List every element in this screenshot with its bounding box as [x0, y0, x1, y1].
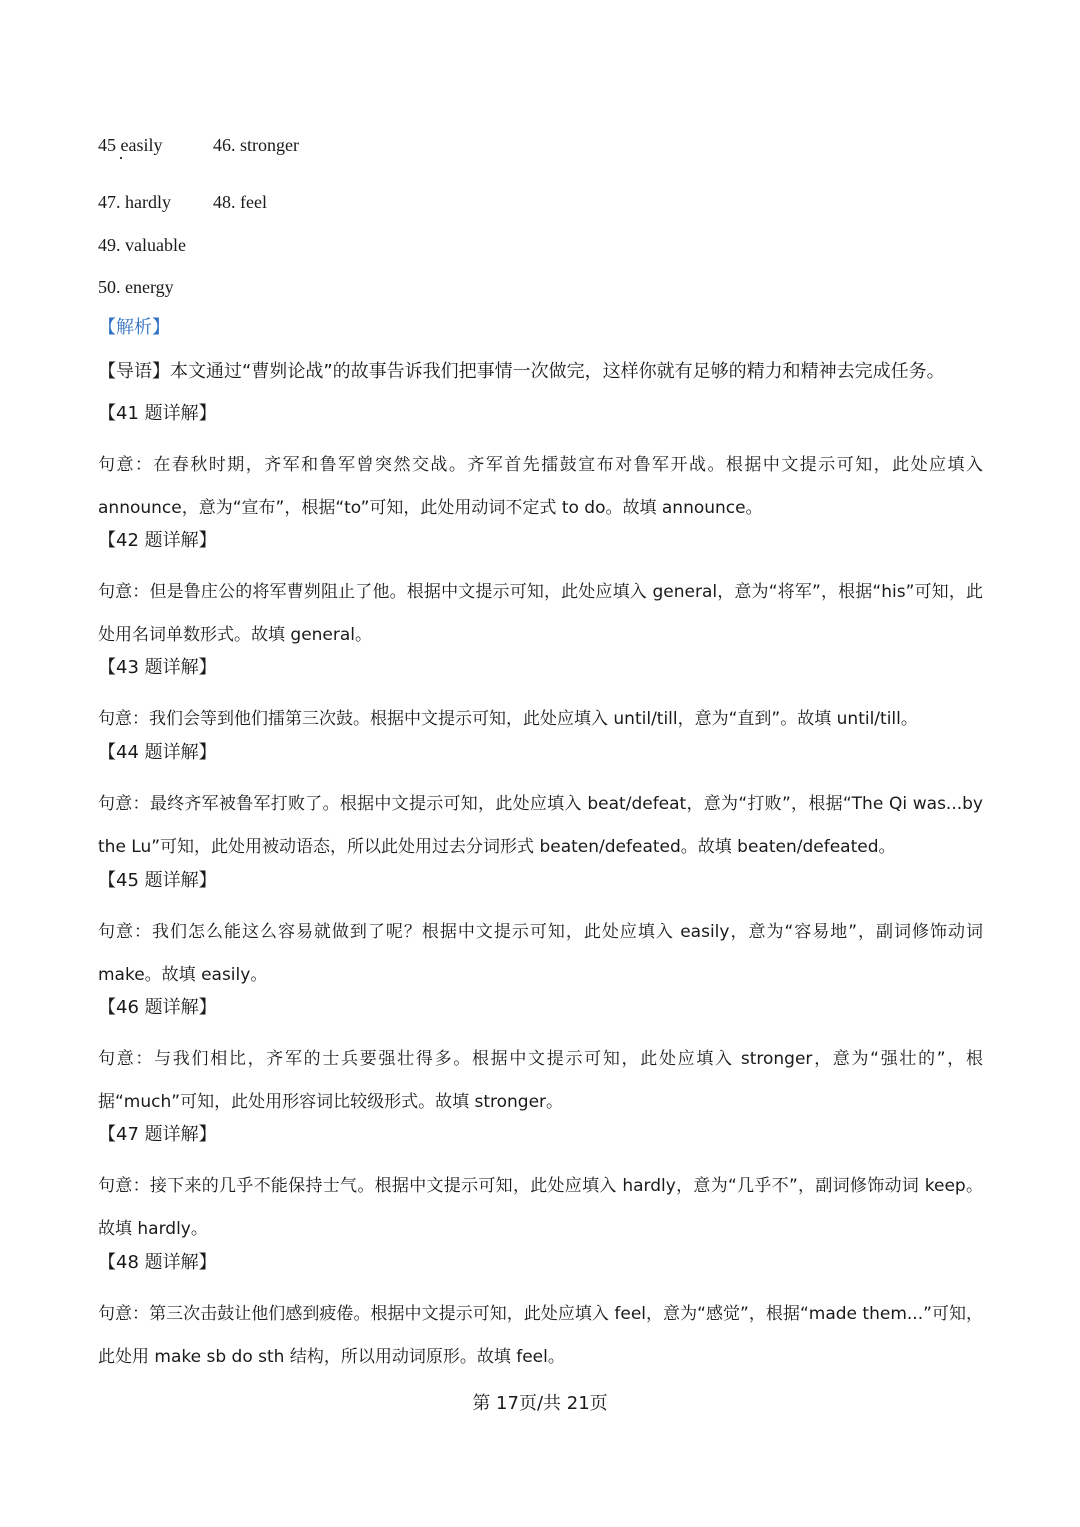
- answer-row-3: [98, 233, 186, 257]
- intro-paragraph: 【导语】本文通过“曹刿论战”的故事告诉我们把事情一次做完，这样你就有足够的精力和精神去完成任务。: [98, 361, 945, 382]
- section-body: 句意：我们会等到他们擂第三次鼓。根据中文提示可知，此处应填入 until/till，意为“直到”。故填 until/till。: [98, 709, 918, 729]
- section-47: [98, 1123, 983, 1250]
- section-44: [98, 741, 983, 868]
- answer-row-2: [98, 190, 267, 214]
- section-body: 句意：但是鲁庄公的将军曹刿阻止了他。根据中文提示可知，此处应填入 general，意为“将军”，根据“his”可知，此处用名词单数形式。故填 general。: [98, 582, 983, 645]
- answer-row-4: [98, 275, 174, 299]
- page-number-footer: 第 17页/共 21页: [472, 1393, 608, 1414]
- answer-47: 47. hardly: [98, 192, 171, 212]
- section-heading: 【47 题详解】: [98, 1124, 217, 1145]
- section-body: 句意：接下来的几乎不能保持士气。根据中文提示可知，此处应填入 hardly，意为“几乎不”，副词修饰动词 keep。故填 hardly。: [98, 1176, 983, 1239]
- answer-45: 45 easily: [98, 135, 163, 155]
- section-heading: 【44 题详解】: [98, 742, 217, 763]
- section-48: [98, 1251, 983, 1378]
- section-body: 句意：在春秋时期，齐军和鲁军曾突然交战。齐军首先擂鼓宣布对鲁军开战。根据中文提示可知，此处应填入 announce，意为“宣布”，根据“to”可知，此处用动词不定式 to do。故填 announce。: [98, 455, 983, 518]
- section-heading: 【41 题详解】: [98, 403, 217, 424]
- section-body: 句意：最终齐军被鲁军打败了。根据中文提示可知，此处应填入 beat/defeat，意为“打败”，根据“The Qi was...by the Lu”可知，此处用被动语态，所以此处用过去分词形式 beaten/defeated。故填 beaten/defeated。: [98, 794, 983, 857]
- section-body: 句意：与我们相比，齐军的士兵要强壮得多。根据中文提示可知，此处应填入 stronger，意为“强壮的”，根据“much”可知，此处用形容词比较级形式。故填 stronger。: [98, 1049, 983, 1112]
- section-42: [98, 529, 983, 656]
- section-heading: 【48 题详解】: [98, 1252, 217, 1273]
- section-body: 句意：第三次击鼓让他们感到疲倦。根据中文提示可知，此处应填入 feel，意为“感觉”，根据“made them...”可知，此处用 make sb do sth 结构，所以用动词原形。故填 feel。: [98, 1304, 983, 1367]
- section-heading: 【43 题详解】: [98, 657, 217, 678]
- section-41: [98, 402, 983, 529]
- section-body: 句意：我们怎么能这么容易就做到了呢？根据中文提示可知，此处应填入 easily，意为“容易地”，副词修饰动词 make。故填 easily。: [98, 922, 983, 985]
- stray-dot: [120, 157, 122, 159]
- section-heading: 【46 题详解】: [98, 997, 217, 1018]
- section-heading: 【45 题详解】: [98, 870, 217, 891]
- answer-50: 50. energy: [98, 277, 174, 297]
- analysis-label: 【解析】: [98, 317, 170, 338]
- section-45: [98, 869, 983, 996]
- answer-46: 46. stronger: [213, 135, 299, 155]
- answer-49: 49. valuable: [98, 235, 186, 255]
- answer-row-1: [98, 133, 299, 157]
- section-46: [98, 996, 983, 1123]
- section-heading: 【42 题详解】: [98, 530, 217, 551]
- answer-48: 48. feel: [213, 192, 267, 212]
- section-43: [98, 656, 983, 741]
